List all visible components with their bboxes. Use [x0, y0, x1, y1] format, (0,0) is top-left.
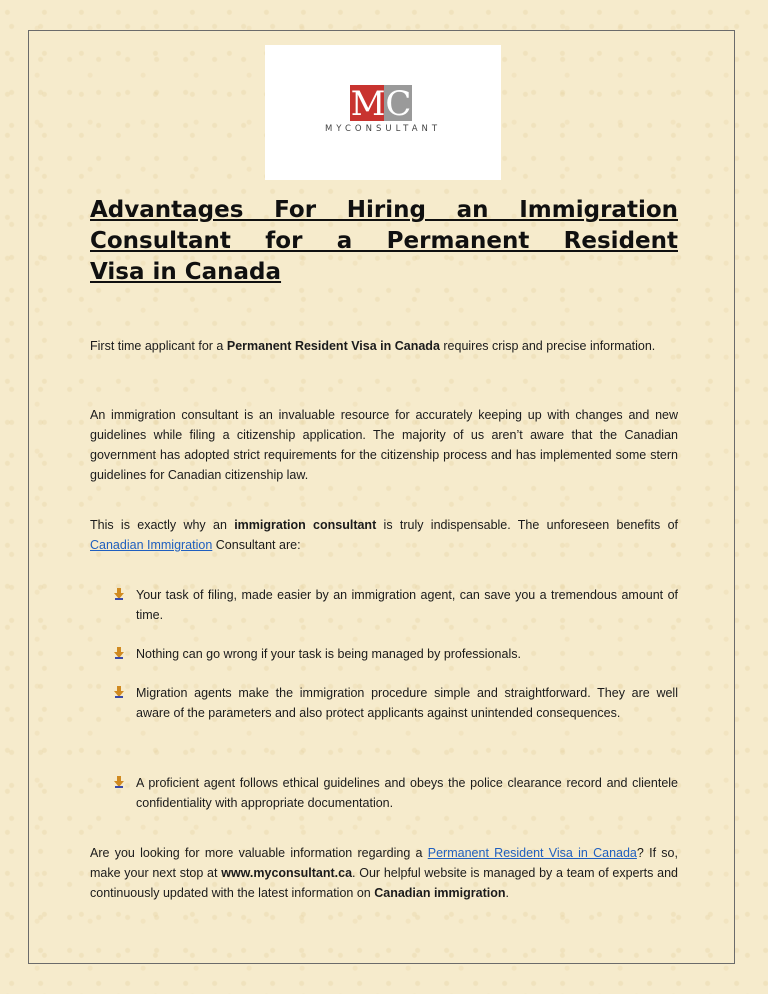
bullet-arrow-icon	[113, 686, 125, 698]
consultant-paragraph: An immigration consultant is an invaluable resource for accurately keeping up with changes and new guidelines while filing a citizenship application. The majority of us aren’t aware that the Canadian government has adopted strict requirements for the citizenship process and has implemented some stern guidelines for Canadian citizenship law.	[90, 408, 678, 482]
bullet-arrow-icon	[113, 776, 125, 788]
website-url: www.myconsultant.ca	[221, 866, 353, 880]
closing-text-4: .	[505, 886, 509, 900]
intro-bold-term: Permanent Resident Visa in Canada	[226, 339, 440, 353]
list-item-text: Migration agents make the immigration procedure simple and straightforward. They are well aware of the parameters and also protect applicants against unintended consequences.	[136, 686, 678, 720]
benefits-text-1: This is exactly why an	[90, 518, 235, 532]
intro-text-1: First time applicant for a	[90, 339, 227, 353]
logo-mark-text: MC	[350, 85, 412, 121]
title-line-2: Consultant for a Permanent Resident	[90, 228, 678, 254]
intro-text-2: requires crisp and precise information.	[439, 339, 656, 353]
benefits-text-2: is truly indispensable. The unforeseen benefits of	[376, 518, 679, 532]
list-item	[113, 644, 678, 664]
list-item	[113, 683, 678, 723]
canadian-immigration-link[interactable]: Canadian Immigration	[90, 538, 213, 552]
list-item-text: Nothing can go wrong if your task is being managed by professionals.	[136, 647, 521, 661]
closing-paragraph	[90, 843, 678, 903]
closing-text-3: . Our helpful website is managed by a team of experts and continuously updated with the latest information on	[90, 866, 678, 900]
permanent-resident-visa-link[interactable]: Permanent Resident Visa in Canada	[427, 846, 637, 860]
list-item-text: A proficient agent follows ethical guidelines and obeys the police clearance record and clientele confidentiality with appropriate documentation.	[136, 776, 678, 810]
closing-text-1: Are you looking for more valuable information regarding a	[90, 846, 428, 860]
list-item-text: Your task of filing, made easier by an immigration agent, can save you a tremendous amount of time.	[136, 588, 678, 622]
benefits-text-3: Consultant are:	[212, 538, 301, 552]
closing-bold-term: Canadian immigration	[374, 886, 506, 900]
intro-paragraph	[90, 336, 678, 356]
company-logo	[265, 45, 501, 180]
bullet-arrow-icon	[113, 647, 125, 659]
bullet-arrow-icon	[113, 588, 125, 600]
title-line-3: Visa in Canada	[90, 259, 282, 285]
list-item	[113, 585, 678, 625]
title-line-1: Advantages For Hiring an Immigration	[90, 197, 678, 223]
mc-logo-mark	[350, 85, 412, 121]
benefits-bold-term: immigration consultant	[234, 518, 377, 532]
page-title	[90, 195, 678, 288]
benefits-paragraph	[90, 515, 678, 555]
list-item	[113, 773, 678, 813]
logo-wordmark: MYCONSULTANT	[324, 124, 442, 134]
closing-text-2: ? If so, make your next stop at	[90, 846, 678, 880]
